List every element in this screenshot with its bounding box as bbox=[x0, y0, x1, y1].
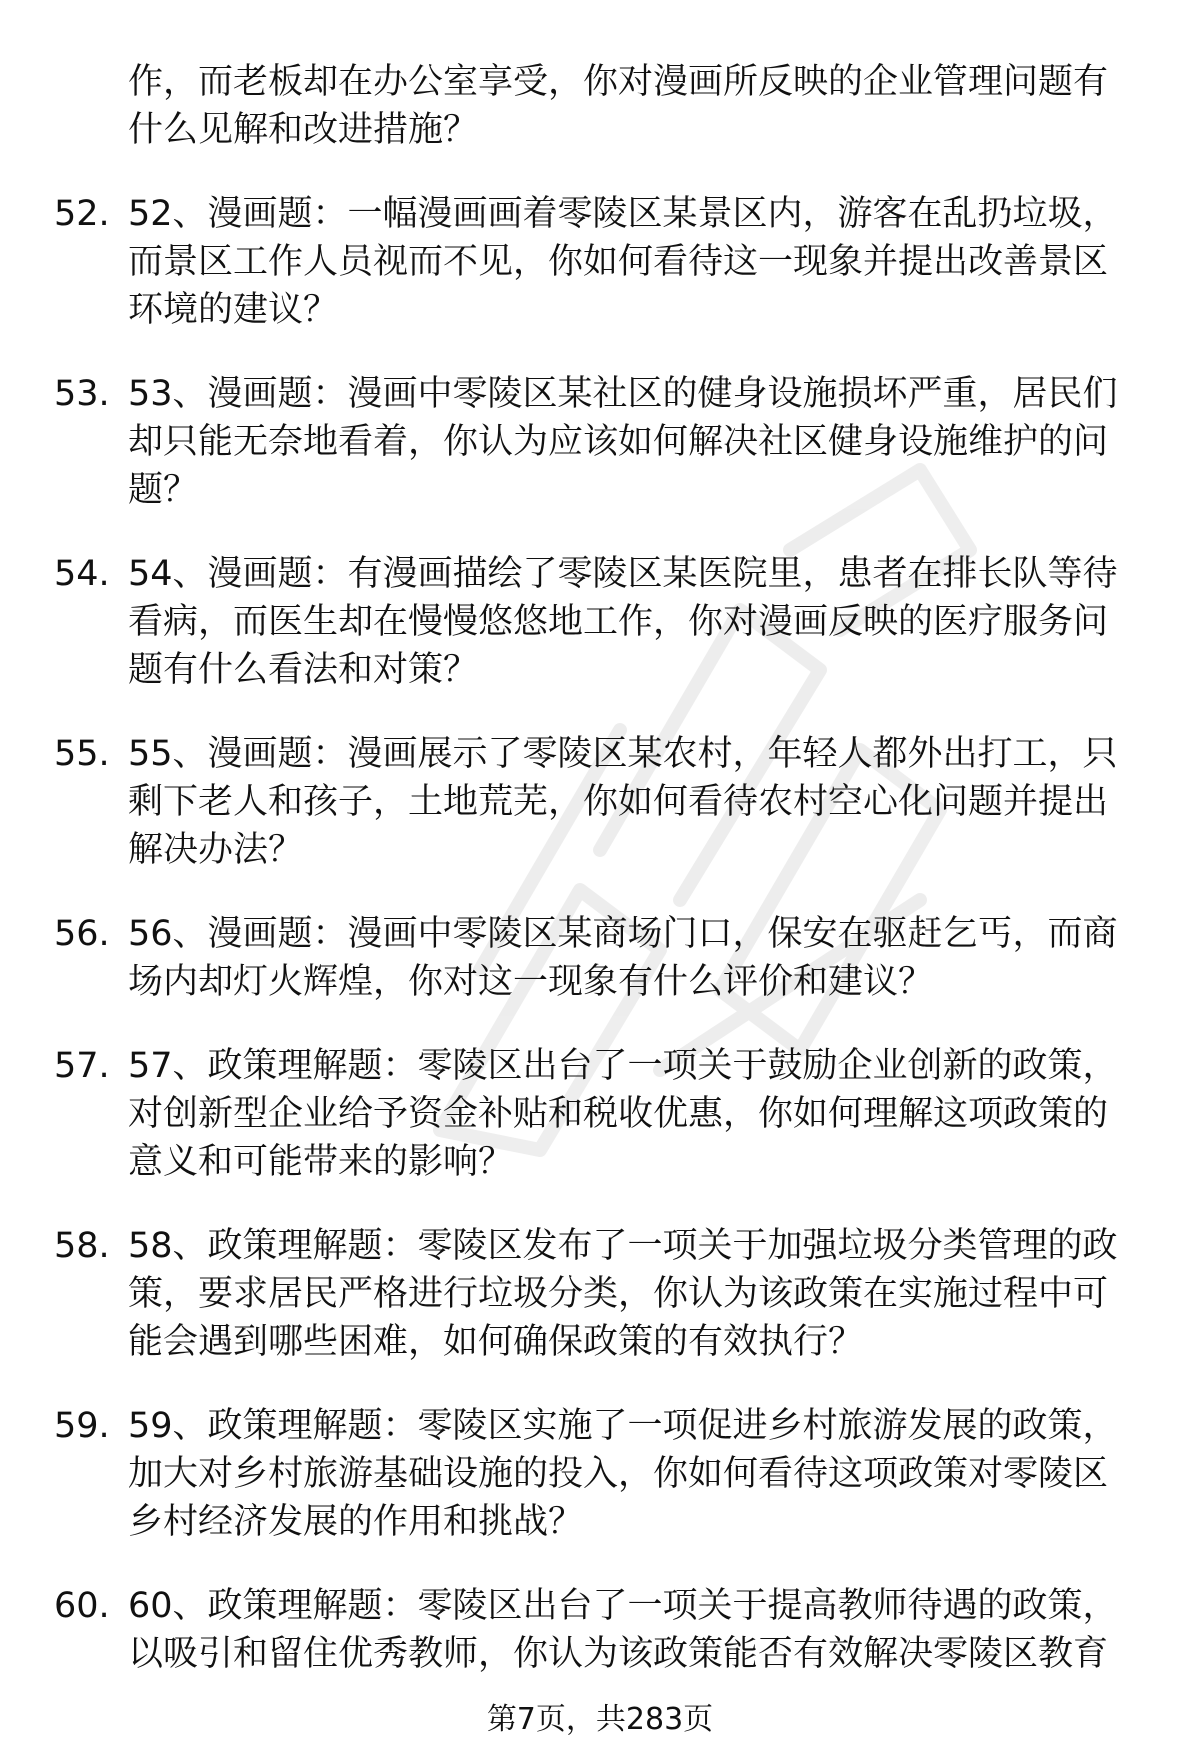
question-number: 58. bbox=[54, 1226, 110, 1266]
list-item bbox=[0, 370, 1138, 514]
question-text: 58、政策理解题：零陵区发布了一项关于加强垃圾分类管理的政策，要求居民严格进行垃圾分类，你认为该政策在实施过程中可能会遇到哪些困难，如何确保政策的有效执行？ bbox=[128, 1226, 1118, 1362]
list-item bbox=[0, 1042, 1138, 1186]
question-text: 56、漫画题：漫画中零陵区某商场门口，保安在驱赶乞丐，而商场内却灯火辉煌，你对这一现象有什么评价和建议？ bbox=[128, 914, 1118, 1002]
question-number: 60. bbox=[54, 1586, 110, 1626]
page-number-footer: 第7页，共283页 bbox=[486, 1702, 714, 1737]
question-number: 59. bbox=[54, 1406, 110, 1446]
question-text: 52、漫画题：一幅漫画画着零陵区某景区内，游客在乱扔垃圾，而景区工作人员视而不见，你如何看待这一现象并提出改善景区环境的建议？ bbox=[128, 194, 1118, 330]
list-item bbox=[0, 550, 1138, 694]
list-item bbox=[0, 910, 1138, 1006]
question-number: 53. bbox=[54, 374, 110, 414]
question-text: 57、政策理解题：零陵区出台了一项关于鼓励企业创新的政策，对创新型企业给予资金补贴和税收优惠，你如何理解这项政策的意义和可能带来的影响？ bbox=[128, 1046, 1118, 1182]
question-list bbox=[0, 190, 1200, 1714]
list-item bbox=[0, 1402, 1138, 1546]
question-number: 57. bbox=[54, 1046, 110, 1086]
question-text: 53、漫画题：漫画中零陵区某社区的健身设施损坏严重，居民们却只能无奈地看着，你认为应该如何解决社区健身设施维护的问题？ bbox=[128, 374, 1118, 510]
question-text: 60、政策理解题：零陵区出台了一项关于提高教师待遇的政策，以吸引和留住优秀教师，你认为该政策能否有效解决零陵区教育 bbox=[128, 1586, 1118, 1674]
question-number: 56. bbox=[54, 914, 110, 954]
question-text: 54、漫画题：有漫画描绘了零陵区某医院里，患者在排长队等待看病，而医生却在慢慢悠悠地工作，你对漫画反映的医疗服务问题有什么看法和对策？ bbox=[128, 554, 1118, 690]
list-item bbox=[0, 1582, 1138, 1678]
question-number: 52. bbox=[54, 194, 110, 234]
list-item bbox=[0, 190, 1138, 334]
list-item bbox=[0, 1222, 1138, 1366]
question-text: 55、漫画题：漫画展示了零陵区某农村，年轻人都外出打工，只剩下老人和孩子，土地荒芜，你如何看待农村空心化问题并提出解决办法？ bbox=[128, 734, 1118, 870]
list-item bbox=[0, 730, 1138, 874]
question-text: 59、政策理解题：零陵区实施了一项促进乡村旅游发展的政策，加大对乡村旅游基础设施的投入，你如何看待这项政策对零陵区乡村经济发展的作用和挑战？ bbox=[128, 1406, 1118, 1542]
question-number: 54. bbox=[54, 554, 110, 594]
question-number: 55. bbox=[54, 734, 110, 774]
continued-question-text: 作，而老板却在办公室享受，你对漫画所反映的企业管理问题有什么见解和改进措施？ bbox=[128, 62, 1109, 150]
